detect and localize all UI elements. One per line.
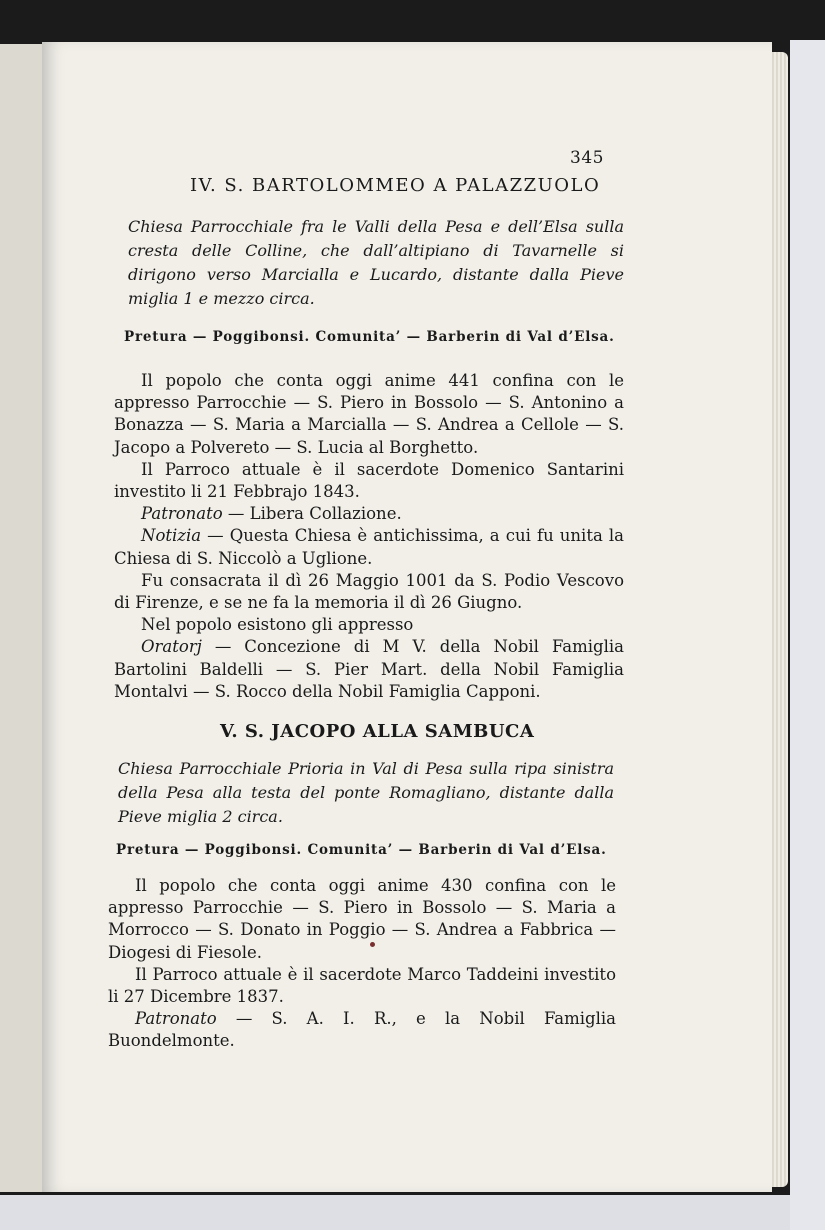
background-surface-right [790,40,825,1230]
paragraph-text: Il popolo che conta oggi anime 441 confina con le appresso Parrocchie — S. Piero in Bossolo — S. Antonino a Bonazza — S. Maria a Marcialla — S. Andrea a Cellole — S. Jacopo a Polvereto — S. Lucia al Borghetto. [114,371,624,457]
paragraph [114,525,624,569]
paragraph-text: — Questa Chiesa è antichissima, a cui fu unita la Chiesa di S. Niccolò a Uglione. [114,526,624,568]
page-number: 345 [570,148,604,168]
section-body-v [108,875,616,1053]
paragraph-lead: Notizia [141,526,202,546]
paragraph [114,370,624,459]
paragraph-lead: Patronato [141,504,223,524]
background-surface [0,1195,825,1230]
section-title-iv: IV. S. BARTOLOMMEO A PALAZZUOLO [190,175,601,196]
paragraph-lead: Oratorj [141,637,202,657]
ink-speck [370,942,375,947]
paragraph [108,875,616,964]
paragraph [114,614,624,636]
paragraph-lead: Patronato [135,1009,217,1029]
section-description-iv: Chiesa Parrocchiale fra le Valli della Pesa e dell’Elsa sulla cresta delle Colline, che dall’altipiano di Tavarnelle si dirigono verso Marcialla e Lucardo, distante dalla Pieve miglia 1 e mezzo circa. [128,217,624,308]
jurisdiction-line-v: Pretura — Poggibonsi. Comunita’ — Barberin di Val d’Elsa. [116,842,607,858]
section-title-v: V. S. JACOPO ALLA SAMBUCA [220,721,535,742]
facing-page-edge [0,44,43,1192]
paragraph [114,459,624,503]
paragraph-text: Il Parroco attuale è il sacerdote Domenico Santarini investito li 21 Febbrajo 1843. [114,459,624,502]
jurisdiction-line-iv: Pretura — Poggibonsi. Comunita’ — Barberin di Val d’Elsa. [124,329,615,345]
paragraph [108,964,616,1008]
paragraph-text: Nel popolo esistono gli appresso [141,615,414,635]
paragraph-text: Fu consacrata il dì 26 Maggio 1001 da S. Podio Vescovo di Firenze, e se ne fa la memoria il dì 26 Giugno. [114,570,624,613]
paragraph [114,636,624,703]
paragraph-text: Il Parroco attuale è il sacerdote Marco Taddeini investito li 27 Dicembre 1837. [108,964,616,1007]
section-description-v: Chiesa Parrocchiale Prioria in Val di Pesa sulla ripa sinistra della Pesa alla testa del ponte Romagliano, distante dalla Pieve miglia 2 circa. [118,759,614,826]
paragraph [108,1008,616,1052]
paragraph [114,503,624,525]
book-page [42,42,772,1192]
section-body-iv [114,370,624,703]
paragraph-text: — S. A. I. R., e la Nobil Famiglia Buondelmonte. [108,1009,616,1051]
paragraph-text: — Libera Collazione. [222,504,402,524]
paragraph-text: — Concezione di M V. della Nobil Famiglia Bartolini Baldelli — S. Pier Mart. della Nobil Famiglia Montalvi — S. Rocco della Nobil Famiglia Capponi. [114,637,624,701]
paragraph-text: Il popolo che conta oggi anime 430 confina con le appresso Parrocchie — S. Piero in Bossolo — S. Maria a Morrocco — S. Donato in Poggio — S. Andrea a Fabbrica — Diogesi di Fiesole. [108,876,616,962]
paragraph [114,570,624,614]
